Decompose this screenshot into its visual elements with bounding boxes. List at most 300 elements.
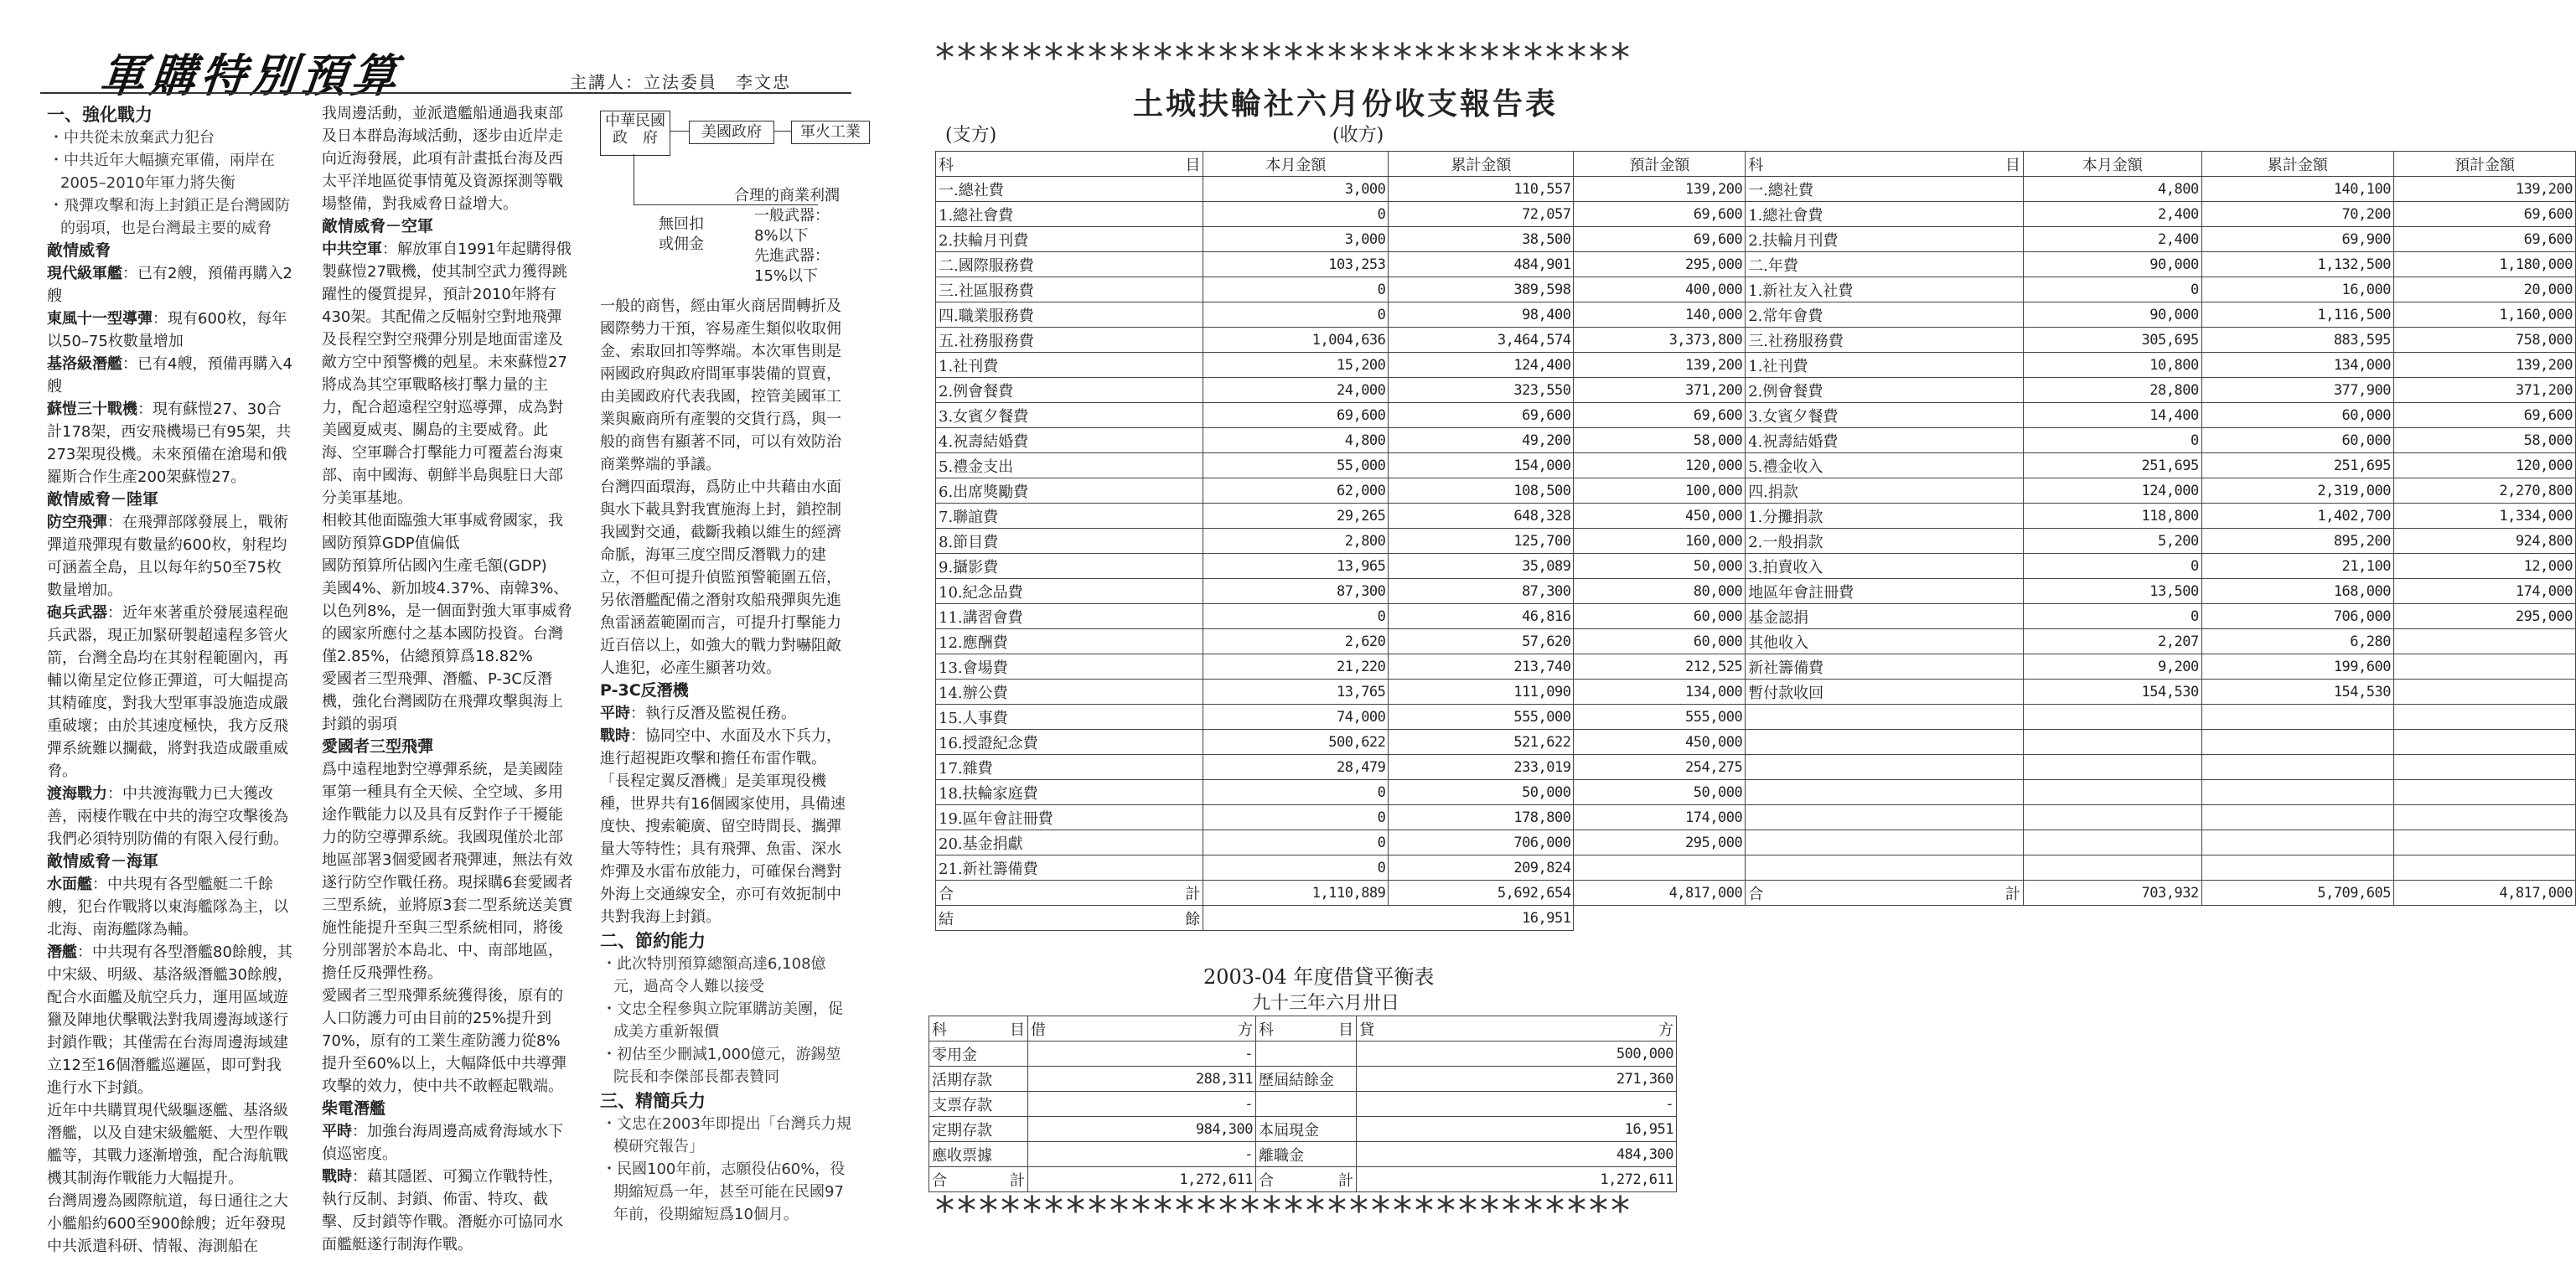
table-row <box>936 554 2576 579</box>
amount-cell <box>2201 730 2393 755</box>
term-text: ：協同空中、水面及水下兵力，進行超視距攻擊和擔任布雷作戰。 <box>600 727 841 768</box>
amount-cell: 58,000 <box>2393 428 2575 453</box>
amount-cell: 0 <box>1203 302 1389 328</box>
amount-cell: 295,000 <box>2393 604 2575 629</box>
amount-cell: 139,200 <box>1574 177 1746 202</box>
term-text: ：中共現有各型潛艦80餘艘，其中宋級、明級、基洛級潛艦30餘艘，配合水面艦及航空兵力，運用區域遊獵及陣地伏擊戰法對我周邊海域遂行封鎖作戰；其僅需在台海周邊海域建立12至16個潛艦巡邏區，即可對我進行水下封鎖。 <box>47 943 292 1097</box>
item-cell: 2.扶輪月刊費 <box>936 227 1203 252</box>
amount-cell: 706,000 <box>1389 830 1574 855</box>
amount-cell: 49,200 <box>1389 428 1574 453</box>
subsection-heading: 愛國者三型飛彈 <box>322 737 434 756</box>
article-paragraph <box>600 702 851 725</box>
amount-cell: 134,000 <box>1574 680 1746 705</box>
amount-cell: 62,000 <box>1203 478 1389 504</box>
amount-cell: 212,525 <box>1574 654 1746 680</box>
amount-cell: 15,200 <box>1203 353 1389 378</box>
article-paragraph <box>600 725 851 770</box>
header-cell-right: 方 <box>1238 1021 1253 1039</box>
amount-cell: 69,600 <box>1389 403 1574 428</box>
term-label: 中共空軍 <box>322 240 382 258</box>
amount-cell: 178,800 <box>1389 805 1574 830</box>
term-label: 水面艦 <box>47 876 92 893</box>
amount-cell: 69,600 <box>2393 403 2575 428</box>
amount-cell: 9,200 <box>2023 654 2201 680</box>
term-label: 防空飛彈 <box>47 514 107 531</box>
amount-cell: 199,600 <box>2201 654 2393 680</box>
amount-cell: 108,500 <box>1389 478 1574 504</box>
profit-line: 8%以下 <box>754 227 809 245</box>
balance-label <box>936 906 1203 931</box>
header-cell: 本月金額 <box>2023 152 2201 177</box>
article-paragraph: 近年中共購買現代級驅逐艦、基洛級潛艦，以及自建宋級艦艇、大型作戰艦等，其戰力逐漸增強，配合海航戰機其制海作戰能力大幅提升。 <box>47 1102 288 1187</box>
roc-government-box: 中華民國政 府 <box>600 111 670 156</box>
amount-cell: 251,695 <box>2201 453 2393 478</box>
article-paragraph: 一般的商售，經由軍火商居間轉折及國際勢力干預，容易產生類似收取佣金、索取回扣等弊端。本次軍售則是兩國政府與政府間軍事裝備的買賣，由美國政府代表我國，控管美國軍工業與廠商所有產製的交貨行爲，與一般的商售有顯著不同，可以有效防治商業弊端的爭議。 <box>600 297 841 473</box>
term-text: ：加強台海周邊高威脅海域水下偵巡密度。 <box>322 1123 563 1163</box>
term-text: ：解放軍自1991年起購得俄製蘇愷27戰機，使其制空武力獲得跳躍性的優質提昇，預計2010年將有430架。其配備之反幅射空對地飛彈及長程空對空飛彈分別是地面雷達及敵方空中預警機的剋星。未來蘇愷27將成為其空軍戰略核打擊力量的主力，配合超遠程空射巡導彈，成為對美國夏威夷、關島的主要威脅。此海、空軍聯合打擊能力可覆蓋台海東部、南中國海、朝鮮半島與駐日大部分美軍基地。 <box>322 240 572 507</box>
balance-row-item <box>929 1067 1677 1092</box>
amount-cell: 69,600 <box>2393 227 2575 252</box>
amount-cell <box>2023 755 2201 780</box>
amount-cell: 98,400 <box>1389 302 1574 328</box>
table-row <box>936 227 2576 252</box>
balance-row-item <box>929 1117 1677 1142</box>
article-paragraph <box>322 1166 575 1256</box>
amount-cell: 154,530 <box>2023 680 2201 705</box>
amount-cell <box>2023 705 2201 730</box>
amount-cell: 118,800 <box>2023 504 2201 529</box>
item-cell: 1.社刊費 <box>1746 353 2024 378</box>
income-caption: (收方) <box>1332 125 1384 146</box>
term-label: 渡海戰力 <box>47 785 107 803</box>
subsection-heading: 敵情威脅 <box>47 241 111 260</box>
item-cell: 1.總社會費 <box>1746 202 2024 227</box>
table-row <box>936 478 2576 504</box>
amount-cell: 139,200 <box>1574 353 1746 378</box>
item-cell <box>1746 730 2024 755</box>
article-paragraph: 台灣四面環海，爲防止中共藉由水面與水下載具對我實施海上封，鎖控制我國對交通，截斷我賴以維生的經濟命脈，海軍三度空間反潛戰力的建立，不但可提升偵監預警範圍五倍，另依潛艦配備之潛射攻船飛彈與先進魚雷涵蓋範圍而言，可提升打擊能力近百倍以上，如強大的戰力對嚇阻敵人進犯，必產生顯著功效。 <box>600 478 841 677</box>
balance-sheet-title: 2003-04 年度借貸平衡表 <box>1203 965 1435 989</box>
total-amount: 703,932 <box>2023 881 2201 906</box>
amount-cell <box>2393 780 2575 805</box>
table-row <box>936 529 2576 554</box>
balance-header-row <box>929 1016 1677 1041</box>
amount-cell: 0 <box>1203 855 1389 881</box>
table-row <box>936 202 2576 227</box>
article-paragraph: 愛國者三型飛彈、潛艦、P-3C反潛機，強化台灣國防在飛彈攻擊與海上封鎖的弱項 <box>322 670 563 733</box>
amount-cell <box>2023 830 2201 855</box>
term-label: 戰時 <box>600 727 630 745</box>
amount-cell: 139,200 <box>2393 177 2575 202</box>
amount-cell: 24,000 <box>1203 378 1389 403</box>
article-paragraph <box>47 873 295 941</box>
debit-total: 1,272,611 <box>1028 1167 1256 1192</box>
amount-cell <box>2201 705 2393 730</box>
item-cell: 2.常年會費 <box>1746 302 2024 328</box>
header-cell-left: 科 <box>1748 156 1764 174</box>
item-cell: 15.人事費 <box>936 705 1203 730</box>
amount-cell: 134,000 <box>2201 353 2393 378</box>
article-paragraph <box>322 238 575 509</box>
header-cell <box>1256 1016 1357 1041</box>
term-text: ：藉其隱匿、可獨立作戰特性，執行反制、封鎖、佈雷、特攻、截擊、反封鎖等作戰。潛艇亦可協同水面艦艇遂行制海作戰。 <box>322 1168 563 1253</box>
amount-cell <box>2393 654 2575 680</box>
bullet-item: ・中共近年大幅擴充軍備，兩岸在2005–2010年軍力將失衡 <box>49 152 275 192</box>
credit-item <box>1256 1092 1357 1117</box>
item-cell: 12.應酬費 <box>936 629 1203 654</box>
table-row <box>936 177 2576 202</box>
article-paragraph: 「長程定翼反潛機」是美軍現役機種，世界共有16個國家使用，具備速度快、搜索範廣、留空時間長、攜彈量大等特性；具有飛彈、魚雷、深水炸彈及水雷布放能力，可確保台灣對外海上交通線安全，亦可有效扼制中共對我海上封鎖。 <box>600 773 846 926</box>
term-label: 基洛級潛艦 <box>47 355 122 373</box>
amount-cell: 14,400 <box>2023 403 2201 428</box>
amount-cell: 213,740 <box>1389 654 1574 680</box>
amount-cell <box>2201 755 2393 780</box>
total-label-right: 計 <box>1185 885 1201 903</box>
total-label-right: 計 <box>1010 1171 1025 1190</box>
total-label-right: 計 <box>2004 885 2020 903</box>
item-cell: 20.基金捐獻 <box>936 830 1203 855</box>
header-cell-right: 目 <box>1010 1021 1025 1039</box>
item-cell: 三.社務服務費 <box>1746 328 2024 353</box>
amount-cell: 1,116,500 <box>2201 302 2393 328</box>
debit-amount: - <box>1028 1092 1256 1117</box>
amount-cell: 0 <box>2023 428 2201 453</box>
amount-cell: 500,622 <box>1203 730 1389 755</box>
article-paragraph: 國防預算所佔國內生產毛額(GDP) <box>322 557 547 575</box>
title-divider <box>40 92 851 94</box>
amount-cell <box>1574 855 1746 881</box>
amount-cell: 0 <box>1203 780 1389 805</box>
amount-cell: 80,000 <box>1574 579 1746 604</box>
bullet-item: ・文忠在2003年即提出「台灣兵力規模研究報告」 <box>602 1115 851 1155</box>
amount-cell: 0 <box>2023 277 2201 302</box>
total-label-right: 計 <box>1338 1171 1353 1190</box>
balance-label-left: 結 <box>939 910 954 928</box>
header-cell: 本月金額 <box>1203 152 1389 177</box>
term-text: ：現有蘇愷27、30合計178架，西安飛機場已有95架，共273架現役機。未來預備在滄瑒和俄羅斯合作生產200架蘇愷27。 <box>47 401 292 486</box>
subsection-heading: 敵情威脅－陸軍 <box>47 490 159 509</box>
amount-cell: 74,000 <box>1203 705 1389 730</box>
header-cell: 預計金額 <box>1574 152 1746 177</box>
item-cell: 2.扶輪月刊費 <box>1746 227 2024 252</box>
amount-cell: 29,265 <box>1203 504 1389 529</box>
amount-cell <box>2393 705 2575 730</box>
table-row <box>936 252 2576 277</box>
amount-cell: 13,765 <box>1203 680 1389 705</box>
subsection-heading: 敵情威脅－海軍 <box>47 852 159 871</box>
balance-row-item <box>929 1092 1677 1117</box>
amount-cell: 50,000 <box>1574 554 1746 579</box>
total-amount: 5,709,605 <box>2201 881 2393 906</box>
header-cell: 累計金額 <box>2201 152 2393 177</box>
bullet-item: ・此次特別預算總額高達6,108億元，過高令人難以接受 <box>602 955 826 995</box>
balance-sheet-table <box>928 1016 1677 1192</box>
income-expense-table <box>935 151 2576 931</box>
item-cell: 5.禮金收入 <box>1746 453 2024 478</box>
amount-cell: 10,800 <box>2023 353 2201 378</box>
amount-cell: 1,402,700 <box>2201 504 2393 529</box>
item-cell: 21.新社籌備費 <box>936 855 1203 881</box>
amount-cell: 140,100 <box>2201 177 2393 202</box>
amount-cell: 50,000 <box>1389 780 1574 805</box>
amount-cell: 706,000 <box>2201 604 2393 629</box>
amount-cell: 484,901 <box>1389 252 1574 277</box>
amount-cell: 72,057 <box>1389 202 1574 227</box>
section-heading: 三、精簡兵力 <box>600 1091 706 1111</box>
amount-cell: 120,000 <box>1574 453 1746 478</box>
balance-row-item <box>929 1142 1677 1167</box>
article-paragraph <box>47 398 295 488</box>
balance-row-item <box>929 1041 1677 1067</box>
table-row <box>936 855 2576 881</box>
amount-cell: 124,400 <box>1389 353 1574 378</box>
total-label-left: 合 <box>932 1171 947 1190</box>
amount-cell <box>2201 830 2393 855</box>
total-row <box>936 881 2576 906</box>
article-paragraph <box>47 308 295 353</box>
amount-cell: 883,595 <box>2201 328 2393 353</box>
amount-cell: 2,400 <box>2023 202 2201 227</box>
amount-cell <box>2393 805 2575 830</box>
credit-amount: - <box>1357 1092 1677 1117</box>
article-paragraph <box>47 353 295 398</box>
item-cell: 7.聯誼費 <box>936 504 1203 529</box>
bullet-item: ・飛彈攻擊和海上封鎖正是台灣國防的弱項，也是台灣最主要的威脅 <box>49 197 290 237</box>
term-text: ：在飛彈部隊發展上，戰術彈道飛彈現有數量約600枚，射程均可涵蓋全島，且以每年約50至75枚數量增加。 <box>47 514 288 599</box>
item-cell: 1.新社友入社費 <box>1746 277 2024 302</box>
amount-cell: 450,000 <box>1574 504 1746 529</box>
total-amount: 5,692,654 <box>1389 881 1574 906</box>
table-row <box>936 830 2576 855</box>
term-text: ：已有2艘，預備再購入2艘 <box>47 265 292 305</box>
amount-cell: 758,000 <box>2393 328 2575 353</box>
item-cell: 2.一般捐款 <box>1746 529 2024 554</box>
item-cell: 10.紀念品費 <box>936 579 1203 604</box>
amount-cell: 450,000 <box>1574 730 1746 755</box>
item-cell: 2.例會餐費 <box>936 378 1203 403</box>
item-cell: 13.會場費 <box>936 654 1203 680</box>
article-paragraph <box>322 1120 575 1166</box>
header-cell-left: 貸 <box>1359 1021 1374 1039</box>
amount-cell: 57,620 <box>1389 629 1574 654</box>
item-cell: 1.分攤捐款 <box>1746 504 2024 529</box>
amount-cell: 60,000 <box>2201 403 2393 428</box>
amount-cell: 69,900 <box>2201 227 2393 252</box>
amount-cell: 60,000 <box>1574 604 1746 629</box>
table-row <box>936 805 2576 830</box>
item-cell: 3.女賓夕餐費 <box>936 403 1203 428</box>
item-cell: 基金認捐 <box>1746 604 2024 629</box>
item-cell: 6.出席獎勵費 <box>936 478 1203 504</box>
star-border-top: ******************************** <box>935 35 1632 80</box>
term-text: ：已有4艘，預備再購入4艘 <box>47 355 292 395</box>
amount-cell: 2,400 <box>2023 227 2201 252</box>
debit-item: 支票存款 <box>929 1092 1028 1117</box>
amount-cell: 13,500 <box>2023 579 2201 604</box>
total-label <box>936 881 1203 906</box>
amount-cell: 140,000 <box>1574 302 1746 328</box>
table-row <box>936 579 2576 604</box>
item-cell: 9.攝影費 <box>936 554 1203 579</box>
credit-item: 離職金 <box>1256 1142 1357 1167</box>
amount-cell: 555,000 <box>1574 705 1746 730</box>
amount-cell: 555,000 <box>1389 705 1574 730</box>
item-cell: 19.區年會註冊費 <box>936 805 1203 830</box>
term-text: ：現有600枚，每年以50–75枚數量增加 <box>47 310 287 350</box>
amount-cell: 371,200 <box>1574 378 1746 403</box>
credit-item <box>1256 1041 1357 1067</box>
header-cell-left: 科 <box>939 156 954 174</box>
article-column-1 <box>47 102 295 1258</box>
amount-cell: 125,700 <box>1389 529 1574 554</box>
amount-cell: 3,000 <box>1203 177 1389 202</box>
term-text: ：中共渡海戰力已大獲改善，兩棲作戰在中共的海空攻擊後為我們必須特別防備的有限入侵行動。 <box>47 785 288 848</box>
table-row <box>936 654 2576 680</box>
profit-line: 一般武器： <box>754 207 830 225</box>
total-label <box>1746 881 2024 906</box>
total-label-left: 合 <box>1259 1171 1274 1190</box>
amount-cell: 4,800 <box>1203 428 1389 453</box>
article-paragraph: 台灣周邊為國際航道，每日通往之大小艦船約600至900餘艘；近年發現中共派遣科研、情報、海測船在 <box>47 1192 288 1255</box>
table-row <box>936 428 2576 453</box>
amount-cell <box>2201 855 2393 881</box>
item-cell: 二.國際服務費 <box>936 252 1203 277</box>
amount-cell: 139,200 <box>2393 353 2575 378</box>
arrow-us-to-industry <box>774 131 791 132</box>
no-kickback-note: 無回扣或佣金 <box>659 215 704 253</box>
table-row <box>936 453 2576 478</box>
amount-cell: 3,000 <box>1203 227 1389 252</box>
item-cell: 一.總社費 <box>936 177 1203 202</box>
amount-cell: 2,319,000 <box>2201 478 2393 504</box>
amount-cell: 28,479 <box>1203 755 1389 780</box>
debit-amount: - <box>1028 1142 1256 1167</box>
term-label: 平時 <box>600 705 630 722</box>
balance-label-right: 餘 <box>1185 910 1201 928</box>
article-column-3 <box>600 106 861 1226</box>
expenditure-caption: (支方) <box>945 125 997 146</box>
table-row <box>936 730 2576 755</box>
credit-amount: 484,300 <box>1357 1142 1677 1167</box>
amount-cell <box>2201 780 2393 805</box>
item-cell: 1.總社會費 <box>936 202 1203 227</box>
amount-cell <box>2393 830 2575 855</box>
amount-cell: 0 <box>1203 805 1389 830</box>
table-row <box>936 705 2576 730</box>
amount-cell: 55,000 <box>1203 453 1389 478</box>
amount-cell: 87,300 <box>1389 579 1574 604</box>
amount-cell: 21,220 <box>1203 654 1389 680</box>
amount-cell: 90,000 <box>2023 302 2201 328</box>
amount-cell: 13,965 <box>1203 554 1389 579</box>
us-government-box: 美國政府 <box>689 121 774 144</box>
amount-cell <box>2393 680 2575 705</box>
profit-details <box>734 206 851 287</box>
header-cell-right: 目 <box>1338 1021 1353 1039</box>
header-cell <box>1746 152 2024 177</box>
amount-cell <box>2393 855 2575 881</box>
item-cell: 地區年會註冊費 <box>1746 579 2024 604</box>
article-paragraph: 我周邊活動，並派遣艦船通過我東部及日本群島海域活動，逐步由近岸走向近海發展，此項有計畫抵台海及西太平洋地區從事情蒐及資源探測等戰場整備，對我威脅日益增大。 <box>322 105 563 213</box>
header-cell: 累計金額 <box>1389 152 1574 177</box>
profit-line: 先進武器： <box>754 247 830 265</box>
report-title: 土城扶輪社六月份收支報告表 <box>1133 87 1559 121</box>
header-cell-left: 借 <box>1031 1021 1046 1039</box>
article-paragraph: 爲中遠程地對空導彈系統，是美國陸軍第一種具有全天候、全空域、多用途作戰能力以及具有反對作子干擾能力的防空導彈系統。我國現僅於北部地區部署3個愛國者飛彈連，無法有效遂行防空作戰任務。現採購6套愛國者三型系統，並將原3套二型系統送美實施性能提升至與三型系統相同，將後分別部署於本島北、中、南部地區，擔任反飛彈性務。 <box>322 761 573 982</box>
article-column-2 <box>322 102 575 1256</box>
amount-cell: 16,000 <box>2201 277 2393 302</box>
header-cell-left: 科 <box>932 1021 947 1039</box>
item-cell <box>1746 855 2024 881</box>
profit-note <box>734 186 851 287</box>
debit-amount: - <box>1028 1041 1256 1067</box>
amount-cell: 154,530 <box>2201 680 2393 705</box>
amount-cell: 2,800 <box>1203 529 1389 554</box>
amount-cell <box>2393 629 2575 654</box>
article-paragraph: 愛國者三型飛彈系統獲得後，原有的人口防護力可由目前的25%提升到70%，原有的工業生產防護力從8%提升至60%以上，大幅降低中共導彈攻擊的效力，使中共不敢輕起戰端。 <box>322 987 567 1095</box>
subsection-heading: P-3C反潛機 <box>600 681 689 700</box>
total-label-left: 合 <box>1748 885 1764 903</box>
item-cell: 四.捐款 <box>1746 478 2024 504</box>
credit-item: 歷屆結餘金 <box>1256 1067 1357 1092</box>
item-cell: 暫付款收回 <box>1746 680 2024 705</box>
table-row <box>936 328 2576 353</box>
balance-amount: 16,951 <box>1203 906 1574 931</box>
amount-cell: 295,000 <box>1574 252 1746 277</box>
header-cell-left: 科 <box>1259 1021 1274 1039</box>
item-cell: 2.例會餐費 <box>1746 378 2024 403</box>
amount-cell: 648,328 <box>1389 504 1574 529</box>
total-amount: 1,110,889 <box>1203 881 1389 906</box>
amount-cell: 58,000 <box>1574 428 1746 453</box>
profit-title: 合理的商業利潤 <box>734 187 840 204</box>
amount-cell: 895,200 <box>2201 529 2393 554</box>
amount-cell: 371,200 <box>2393 378 2575 403</box>
debit-amount: 984,300 <box>1028 1117 1256 1142</box>
article-column-3-body <box>600 295 851 1226</box>
amount-cell: 5,200 <box>2023 529 2201 554</box>
item-cell: 1.社刊費 <box>936 353 1203 378</box>
amount-cell: 120,000 <box>2393 453 2575 478</box>
debit-item: 活期存款 <box>929 1067 1028 1092</box>
amount-cell: 124,000 <box>2023 478 2201 504</box>
profit-line: 15%以下 <box>754 267 819 285</box>
amount-cell: 305,695 <box>2023 328 2201 353</box>
header-cell <box>929 1016 1028 1041</box>
subsection-heading: 敵情威脅－空軍 <box>322 217 434 235</box>
balance-row <box>936 906 2576 931</box>
table-row <box>936 629 2576 654</box>
item-cell: 二.年費 <box>1746 252 2024 277</box>
article-paragraph <box>47 941 295 1099</box>
amount-cell: 174,000 <box>2393 579 2575 604</box>
amount-cell: 103,253 <box>1203 252 1389 277</box>
debit-amount: 288,311 <box>1028 1067 1256 1092</box>
term-label: 潛艦 <box>47 943 77 961</box>
item-cell: 四.職業服務費 <box>936 302 1203 328</box>
article-paragraph <box>47 262 295 308</box>
item-cell: 8.節目費 <box>936 529 1203 554</box>
amount-cell: 254,275 <box>1574 755 1746 780</box>
amount-cell: 2,620 <box>1203 629 1389 654</box>
header-cell: 預計金額 <box>2393 152 2575 177</box>
bullet-item: ・中共從未放棄武力犯台 <box>49 129 215 147</box>
amount-cell: 154,000 <box>1389 453 1574 478</box>
term-label: 現代級軍艦 <box>47 265 122 282</box>
amount-cell: 70,200 <box>2201 202 2393 227</box>
amount-cell: 160,000 <box>1574 529 1746 554</box>
credit-amount: 271,360 <box>1357 1067 1677 1092</box>
